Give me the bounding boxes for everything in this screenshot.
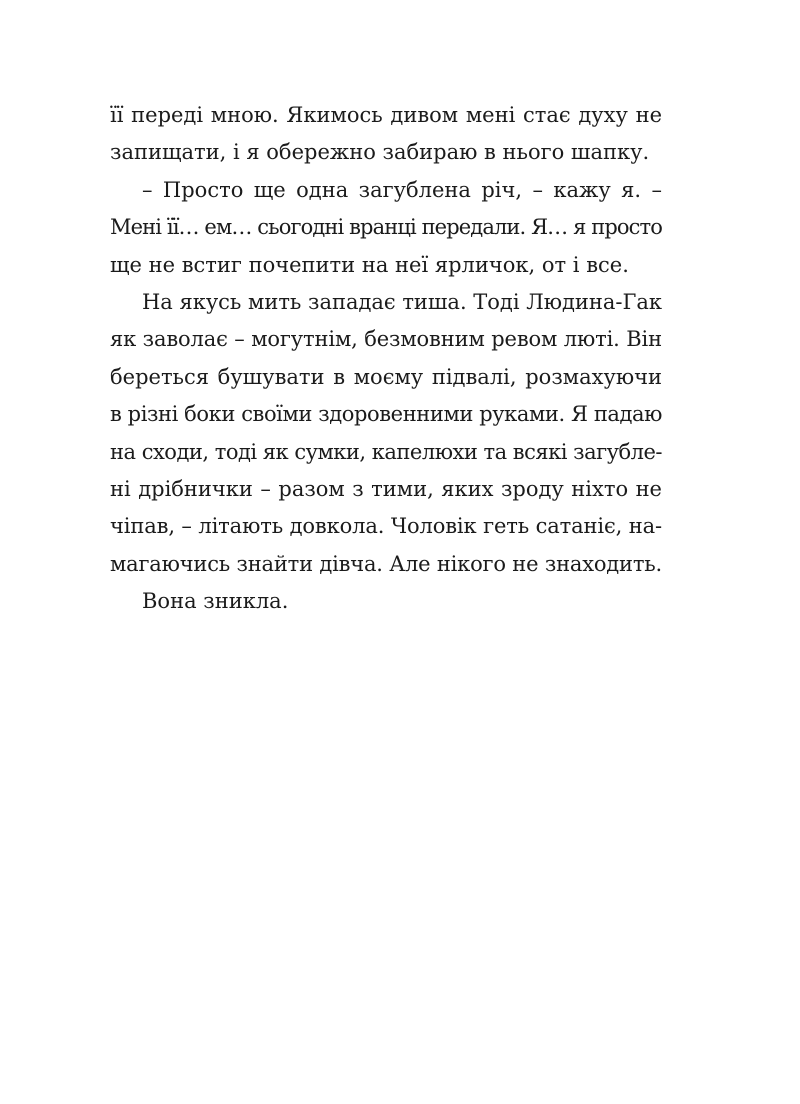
text-line: в різні боки своїми здоровенними руками. Я падаю: [110, 402, 662, 427]
text-line: її переді мною. Якимось дивом мені стає духу не: [110, 103, 662, 127]
text-line: Вона зникла.: [142, 589, 289, 614]
text-line: запищати, і я обережно забираю в нього шапку.: [110, 140, 650, 165]
text-line: ні дрібнички – разом з тими, яких зроду ніхто не: [110, 477, 662, 502]
text-line: як заволає – могутнім, безмовним ревом люті. Він: [110, 327, 663, 352]
text-line: Мені її… ем… сьогодні вранці передали. Я… я просто: [110, 215, 662, 240]
text-line: чіпав, – літають довкола. Чоловік геть сатаніє, на-: [110, 514, 662, 539]
text-line: береться бушувати в моєму підвалі, розмахуючи: [110, 364, 662, 389]
text-line: магаючись знайти дівча. Але нікого не знаходить.: [110, 551, 662, 576]
text-line: На якусь мить западає тиша. Тоді Людина-Гак: [142, 290, 662, 315]
text-line: ще не встиг почепити на неї ярличок, от і все.: [110, 252, 629, 277]
text-line: на сходи, тоді як сумки, капелюхи та всякі загубле-: [110, 439, 662, 464]
body-text: [110, 97, 662, 621]
text-line: – Просто ще одна загублена річ, – кажу я. –: [142, 177, 662, 202]
